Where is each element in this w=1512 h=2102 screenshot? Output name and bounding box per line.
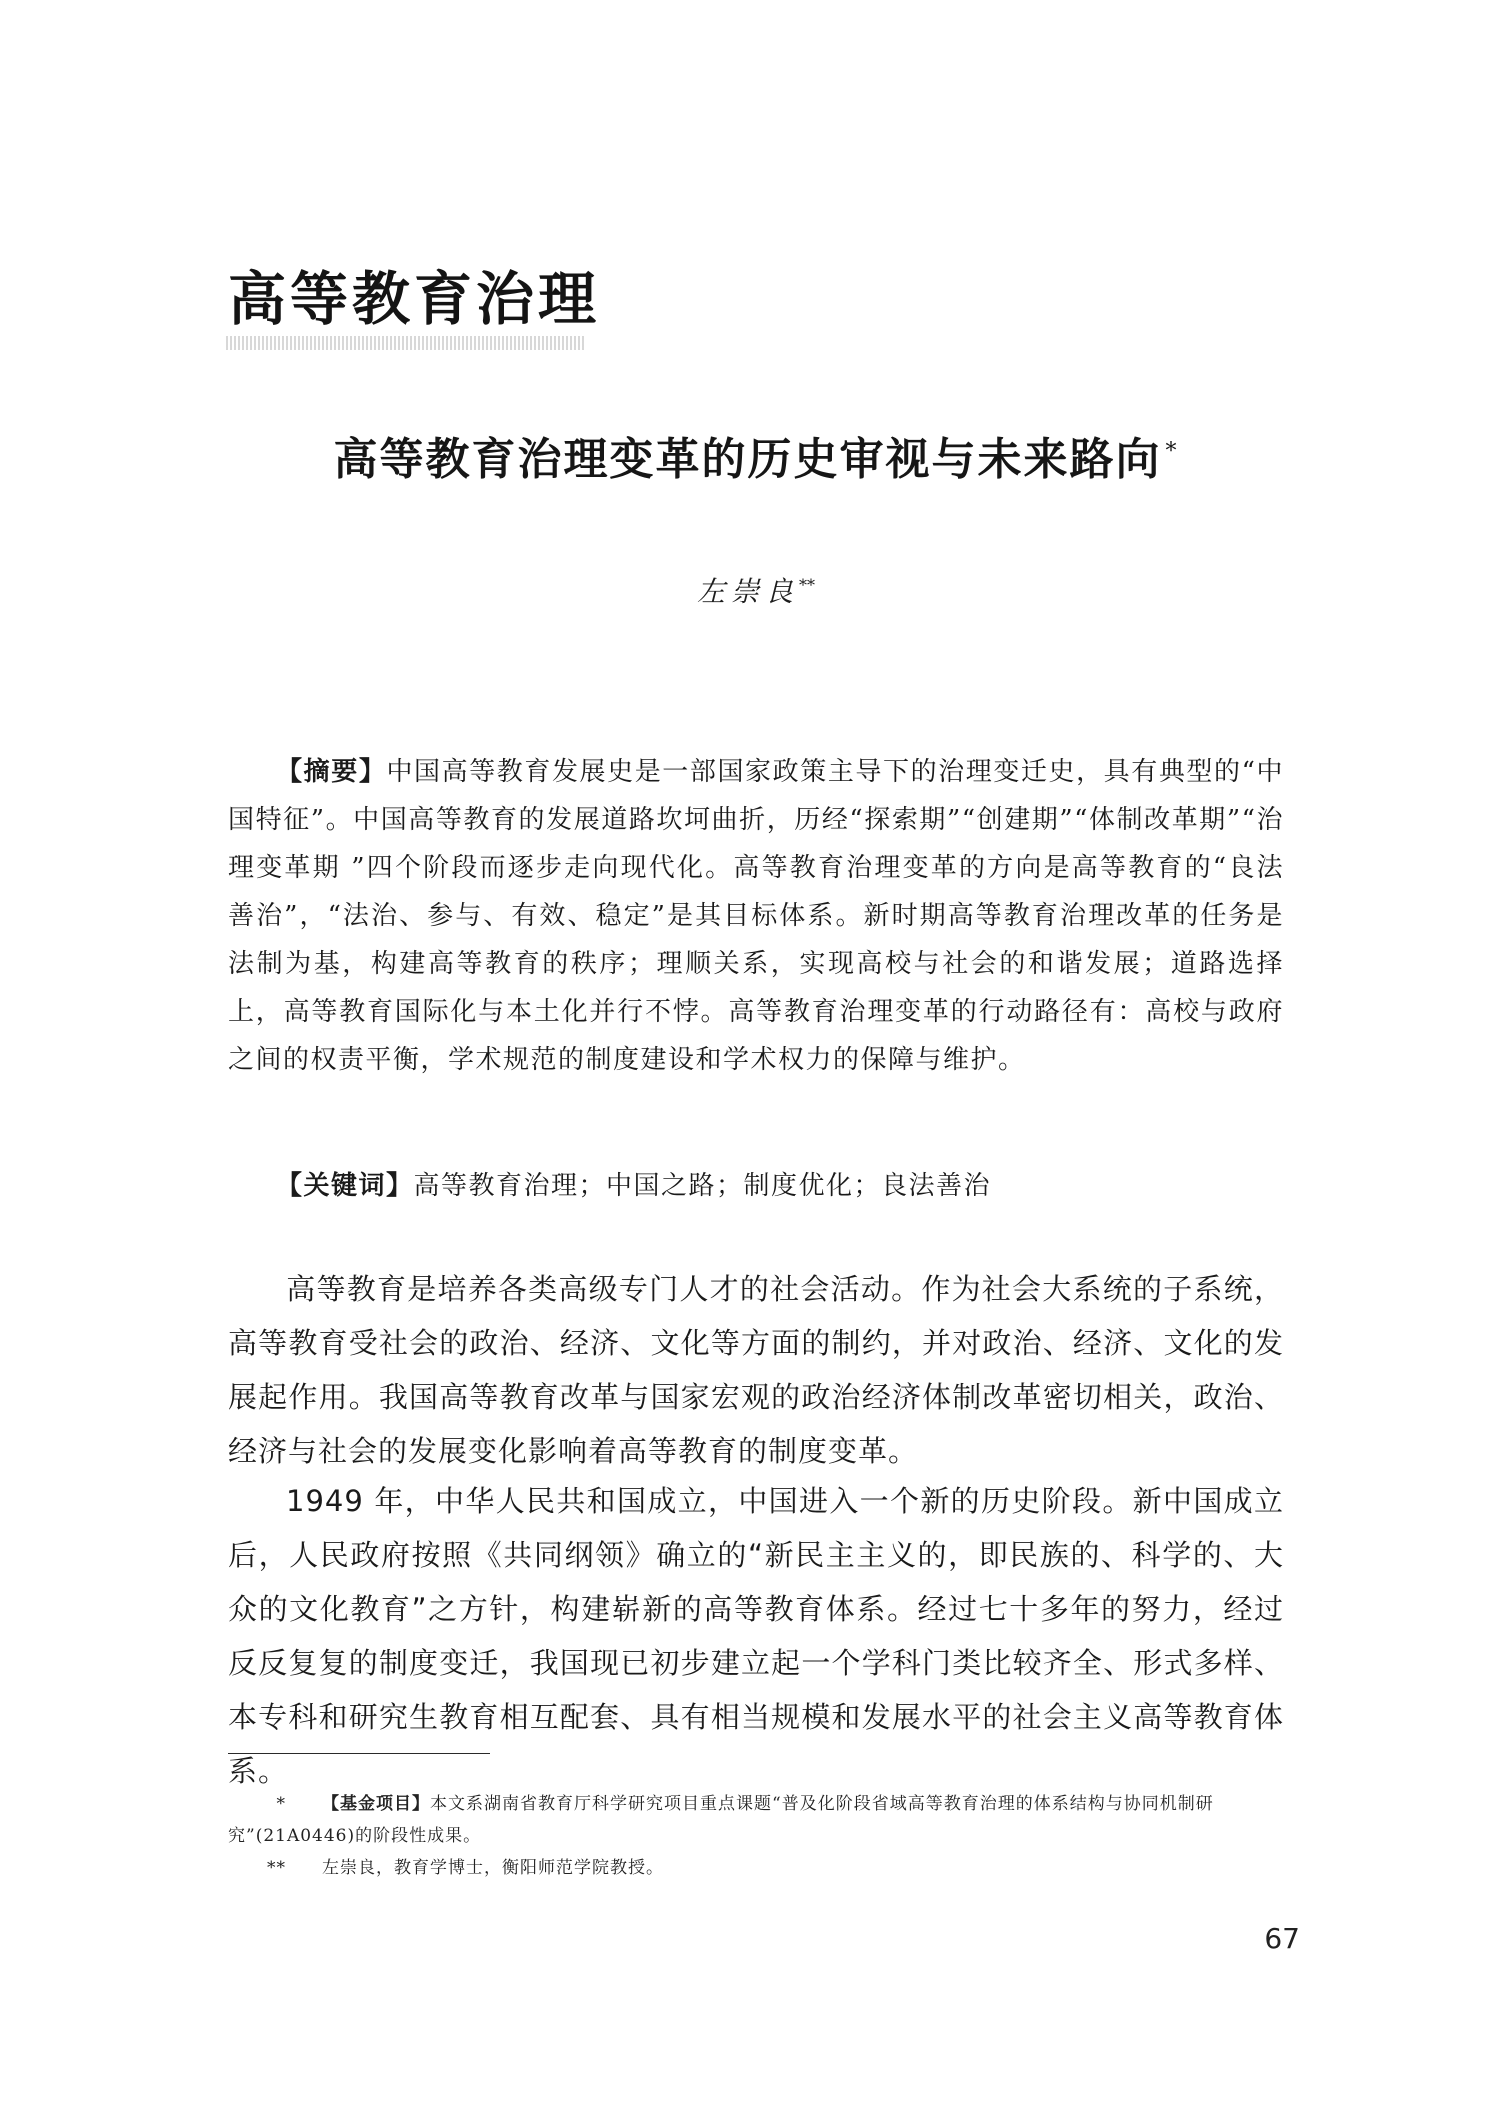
section-title-underline [226, 336, 584, 350]
page-number: 67 [1264, 1922, 1300, 1955]
body-paragraph-2 [228, 1474, 1284, 1798]
footnote-1-text: 本文系湖南省教育厅科学研究项目重点课题“普及化阶段省域高等教育治理的体系结构与协同机制研究”(21A0446)的阶段性成果。 [228, 1794, 1214, 1846]
article-title-footnote-mark: * [1165, 439, 1179, 465]
footnote-2 [228, 1852, 1290, 1884]
article-title-text: 高等教育治理变革的历史审视与未来路向 [333, 434, 1162, 485]
body-paragraph-1 [228, 1262, 1284, 1478]
body-paragraph-2-text: 1949 年，中华人民共和国成立，中国进入一个新的历史阶段。新中国成立后，人民政府按照《共同纲领》确立的“新民主主义的，即民族的、科学的、大众的文化教育”之方针，构建崭新的高等教育体系。经过七十多年的努力，经过反反复复的制度变迁，我国现已初步建立起一个学科门类比较齐全、形式多样、本专科和研究生教育相互配套、具有相当规模和发展水平的社会主义高等教育体系。 [228, 1484, 1284, 1788]
author-name: 左崇良 [696, 575, 799, 608]
abstract-label: 【摘要】 [276, 757, 387, 787]
section-title: 高等教育治理 [228, 265, 601, 333]
article-title [0, 434, 1512, 487]
footnote-divider [228, 1753, 490, 1754]
author-footnote-mark: ** [799, 575, 815, 595]
footnote-2-mark: ** [267, 1858, 286, 1878]
body-paragraph-1-text: 高等教育是培养各类高级专门人才的社会活动。作为社会大系统的子系统，高等教育受社会的政治、经济、文化等方面的制约，并对政治、经济、文化的发展起作用。我国高等教育改革与国家宏观的政治经济体制改革密切相关，政治、经济与社会的发展变化影响着高等教育的制度变革。 [228, 1272, 1284, 1468]
keywords-text: 高等教育治理；中国之路；制度优化；良法善治 [413, 1171, 992, 1201]
footnote-2-text: 左崇良，教育学博士，衡阳师范学院教授。 [322, 1858, 664, 1878]
author-line [0, 570, 1512, 610]
footnote-1-mark: * [276, 1794, 286, 1814]
abstract-text: 中国高等教育发展史是一部国家政策主导下的治理变迁史，具有典型的“中国特征”。中国高等教育的发展道路坎坷曲折，历经“探索期”“创建期”“体制改革期”“治理变革期 ”四个阶段而逐步走向现代化。高等教育治理变革的方向是高等教育的“良法善治”，“法治、参与、有效、稳定”是其目标体系。新时期高等教育治理改革的任务是法制为基，构建高等教育的秩序；理顺关系，实现高校与社会的和谐发展；道路选择上，高等教育国际化与本土化并行不悖。高等教育治理变革的行动路径有：高校与政府之间的权责平衡，学术规范的制度建设和学术权力的保障与维护。 [228, 757, 1284, 1075]
footnote-1 [228, 1788, 1290, 1852]
footnote-1-label: 【基金项目】 [322, 1794, 430, 1814]
keywords-label: 【关键词】 [276, 1171, 414, 1201]
abstract [228, 748, 1284, 1084]
keywords [228, 1162, 1284, 1210]
